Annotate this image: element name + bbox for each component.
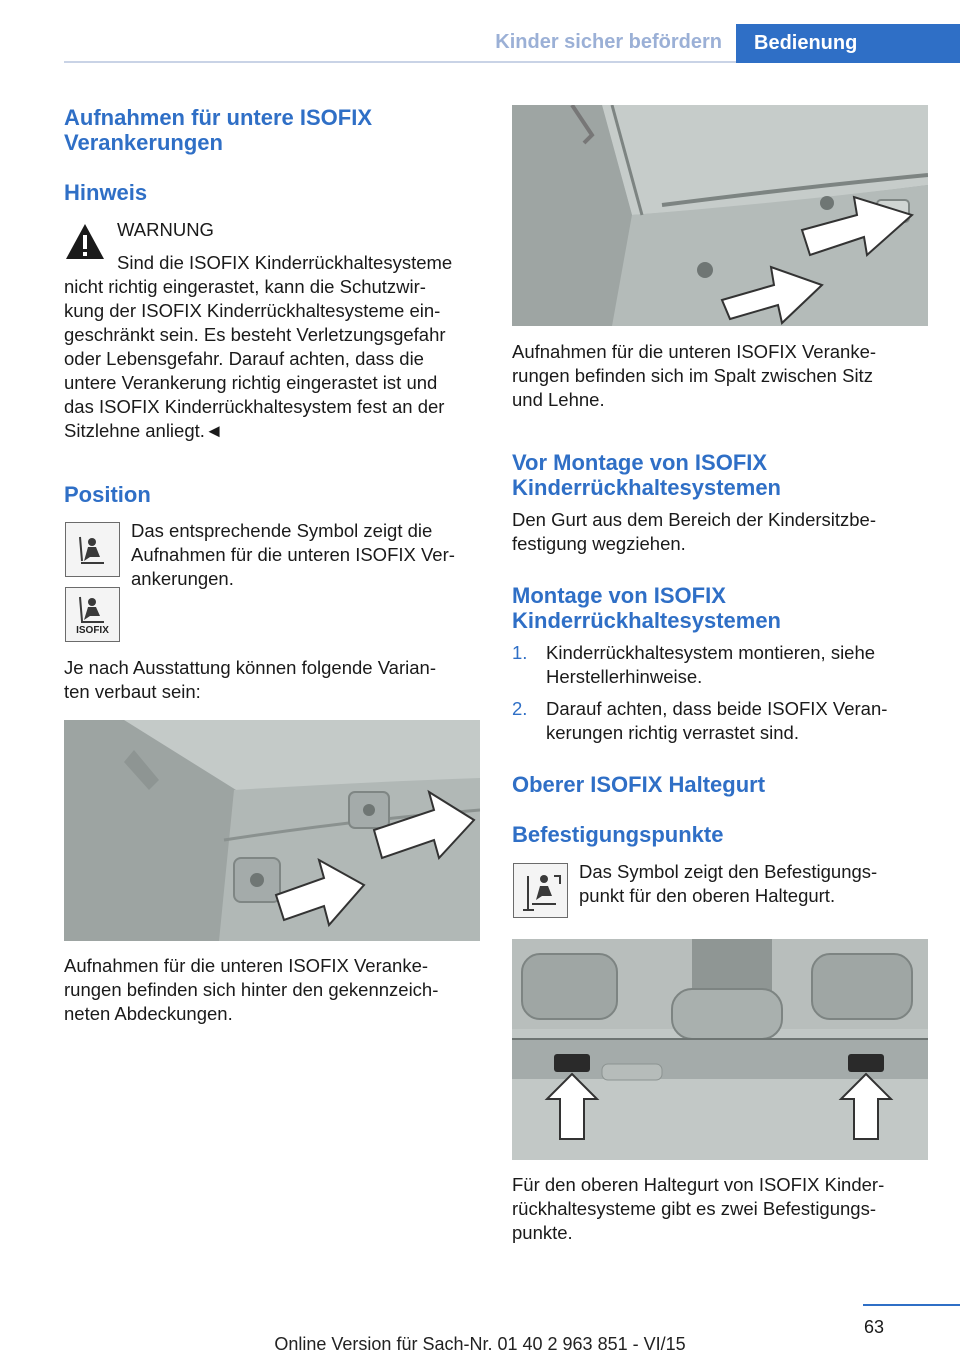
position-line: Das entsprechende Symbol zeigt die	[131, 520, 433, 541]
list-item	[512, 697, 932, 753]
caption-tether	[512, 1173, 932, 1245]
footer-rule	[863, 1304, 960, 1306]
step-line: Darauf achten, dass beide ISOFIX Veran-	[546, 698, 888, 719]
step-number: 1.	[512, 642, 528, 663]
caption-line: rungen befinden sich im Spalt zwischen Sitz	[512, 365, 873, 386]
section-title-isofix-lower: Aufnahmen für untere ISOFIX Verankerungen	[64, 105, 373, 155]
befestigung-line: punkt für den oberen Haltegurt.	[579, 885, 836, 906]
caption-line: Für den oberen Haltegurt von ISOFIX Kinder-	[512, 1174, 885, 1195]
vor-montage-text	[512, 508, 932, 556]
warning-triangle-icon	[64, 222, 106, 262]
photo-isofix-gap	[512, 105, 928, 326]
caption-line: Aufnahmen für die unteren ISOFIX Veranke-	[512, 341, 877, 362]
page-number: 63	[864, 1317, 885, 1337]
befestigung-line: Das Symbol zeigt den Befestigungs-	[579, 861, 878, 882]
step-line: Herstellerhinweise.	[546, 666, 703, 687]
caption-line: neten Abdeckungen.	[64, 1003, 233, 1024]
vor-montage-heading-line: Vor Montage von ISOFIX	[512, 450, 768, 475]
montage-steps	[512, 641, 932, 753]
caption-line: Aufnahmen für die unteren ISOFIX Veranke-	[64, 955, 429, 976]
warning-line: Sitzlehne anliegt.◄	[64, 420, 224, 441]
vor-montage-heading	[512, 450, 932, 500]
warning-line: nicht richtig eingerastet, kann die Schutzwir-	[64, 276, 426, 297]
vor-montage-heading-line: Kinderrückhaltesystemen	[512, 475, 781, 500]
step-line: kerungen richtig verrastet sind.	[546, 722, 799, 743]
isofix-symbol-icon	[65, 587, 120, 642]
warning-line: kung der ISOFIX Kinderrückhaltesysteme ein-	[64, 300, 441, 321]
warning-line: das ISOFIX Kinderrückhaltesystem fest an der	[64, 396, 445, 417]
caption-line: rungen befinden sich hinter den gekennzeich-	[64, 979, 439, 1000]
header-section-title: Kinder sicher befördern	[495, 31, 722, 53]
warning-text-first: Sind die ISOFIX Kinderrückhaltesysteme	[117, 252, 453, 273]
montage-heading-line: Montage von ISOFIX	[512, 583, 726, 608]
warning-text	[64, 275, 484, 443]
caption-covers	[64, 954, 484, 1026]
position-line: Aufnahmen für die unteren ISOFIX Ver-	[131, 544, 455, 565]
befestigung-text	[579, 860, 929, 908]
variants-line: ten verbaut sein:	[64, 681, 201, 702]
variants-line: Je nach Ausstattung können folgende Varian-	[64, 657, 436, 678]
vor-montage-line: Den Gurt aus dem Bereich der Kindersitzbe-	[512, 509, 877, 530]
position-text	[131, 519, 481, 591]
caption-line: rückhaltesysteme gibt es zwei Befestigungs-	[512, 1198, 877, 1219]
hinweis-heading: Hinweis	[64, 180, 148, 205]
vor-montage-line: festigung wegziehen.	[512, 533, 686, 554]
warning-label: WARNUNG	[117, 219, 214, 240]
position-line: ankerungen.	[131, 568, 234, 589]
montage-heading	[512, 583, 932, 633]
variants-text	[64, 656, 484, 704]
position-heading: Position	[64, 482, 151, 507]
header-chapter-tab: Bedienung	[736, 24, 960, 63]
footer-version: Online Version für Sach-Nr. 01 40 2 963 851 - VI/15	[274, 1334, 686, 1354]
child-seat-anchor-icon	[65, 522, 120, 577]
caption-gap	[512, 340, 932, 412]
step-number: 2.	[512, 698, 528, 719]
photo-isofix-covers	[64, 720, 480, 941]
photo-tether-points	[512, 939, 928, 1160]
befestigungspunkte-heading: Befestigungspunkte	[512, 822, 724, 847]
list-item	[512, 641, 932, 697]
montage-heading-line: Kinderrückhaltesystemen	[512, 608, 781, 633]
caption-line: und Lehne.	[512, 389, 605, 410]
warning-line: geschränkt sein. Es besteht Verletzungsgefahr	[64, 324, 446, 345]
top-tether-icon	[513, 863, 568, 918]
warning-line: oder Lebensgefahr. Darauf achten, dass die	[64, 348, 424, 369]
step-line: Kinderrückhaltesystem montieren, siehe	[546, 642, 876, 663]
caption-line: punkte.	[512, 1222, 573, 1243]
isofix-icon-label: ISOFIX	[76, 625, 109, 636]
oberer-haltegurt-heading: Oberer ISOFIX Haltegurt	[512, 772, 766, 797]
warning-line: untere Verankerung richtig eingerastet ist und	[64, 372, 438, 393]
